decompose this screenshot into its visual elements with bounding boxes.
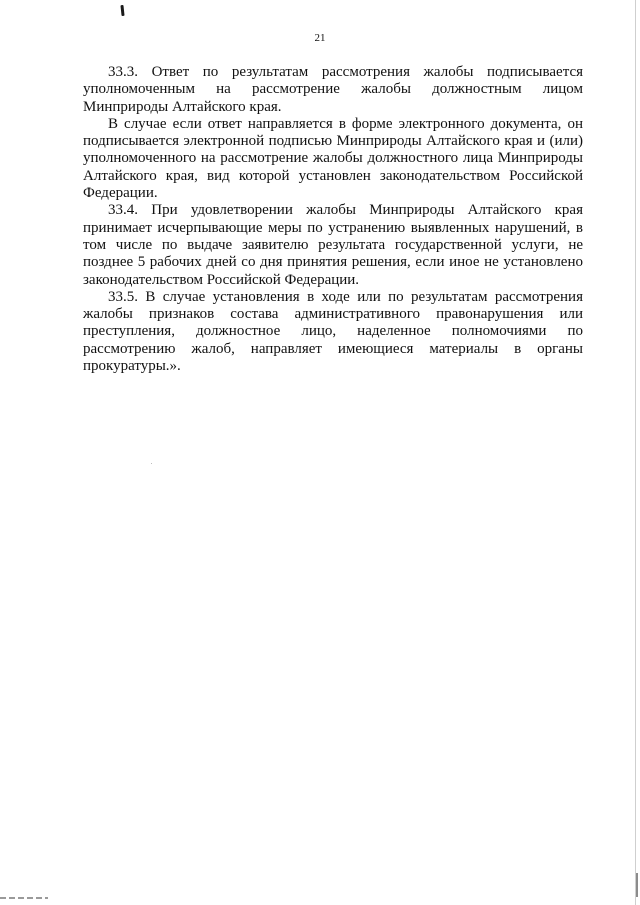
scan-artifact-bottom-right (636, 873, 638, 897)
scan-artifact-dot (151, 463, 152, 464)
paragraph-electronic-signature: В случае если ответ направляется в форме электронного документа, он подписывается электронной подписью Минприроды Алтайского края и (или) уполномоченного на рассмотрение жалобы должностного лица Минприроды Алтайского края, вид которой установлен законодательством Российской Федерации. (83, 115, 583, 202)
paragraph-33-3: 33.3. Ответ по результатам рассмотрения жалобы подписывается уполномоченным на рассмотрение жалобы должностным лицом Минприроды Алтайского края. (83, 64, 583, 115)
scan-artifact-mark (120, 5, 124, 16)
page-number: 21 (314, 32, 326, 44)
document-body (83, 64, 583, 375)
paragraph-33-5: 33.5. В случае установления в ходе или по результатам рассмотрения жалобы признаков состава административного правонарушения или преступления, должностное лицо, наделенное полномочиями по рассмотрению жалоб, направляет имеющиеся материалы в органы прокуратуры.». (83, 288, 583, 375)
scan-artifact-bottom-left (0, 897, 48, 899)
scan-artifact-edge (635, 0, 636, 905)
paragraph-33-4: 33.4. При удовлетворении жалобы Минприроды Алтайского края принимает исчерпывающие меры по устранению выявленных нарушений, в том числе по выдаче заявителю результата государственной услуги, не позднее 5 рабочих дней со дня принятия решения, если иное не установлено законодательством Российской Федерации. (83, 202, 583, 288)
